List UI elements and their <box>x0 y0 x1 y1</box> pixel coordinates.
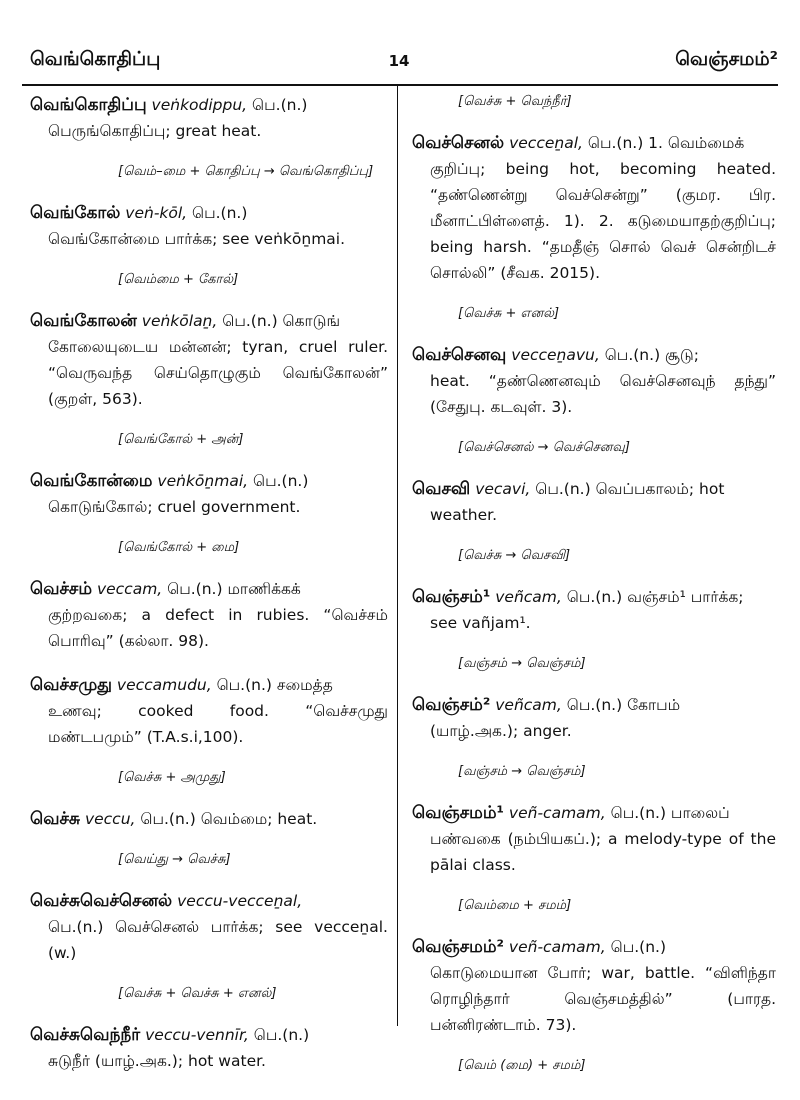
entry-transliteration: veccam, <box>96 580 163 598</box>
entry-headword: வெசவி <box>412 479 471 499</box>
entry-first-line <box>412 476 776 502</box>
entry-definition: heat. “தண்ணெனவும் வெச்செனவுந் தந்து” (சேதுபு. கடவுள். 3). <box>430 372 776 416</box>
etymology-note: [வெய்து → வெச்சு] <box>118 852 231 867</box>
etymology-note: [வெம்மை + சமம்] <box>458 898 572 913</box>
entry-transliteration: veṅ-kōl, <box>125 204 188 222</box>
entry-pos: பெ.(n.) 1. வெம்மைக் <box>582 134 745 152</box>
dictionary-entry <box>412 476 776 528</box>
entry-pos: பெ.(n.) <box>247 96 308 114</box>
etymology-note: [வெம்மை + கோல்] <box>118 272 239 287</box>
etymology-note: [வெச்சு + அமுது] <box>118 770 226 785</box>
entry-first-line <box>30 308 388 334</box>
entry-pos: பெ.(n.) வெப்பகாலம்; hot <box>530 480 725 498</box>
entry-transliteration: veñ-camam, <box>508 804 606 822</box>
entry-transliteration: veñ-camam, <box>508 938 606 956</box>
entry-first-line <box>30 672 388 698</box>
entry-pos: பெ.(n.) <box>248 472 309 490</box>
etymology-note: [வெச்சு + வெச்சு + எனல்] <box>118 986 277 1001</box>
entry-first-line <box>30 888 388 914</box>
entry-pos: பெ.(n.) மாணிக்கக் <box>162 580 301 598</box>
entry-definition: உணவு; cooked food. “வெச்சமுது மண்டபமும்” (T.A.s.i,100). <box>48 702 388 746</box>
entry-definition: கொடுங்கோல்; cruel government. <box>48 498 301 516</box>
entry-headword: வெங்கோலன் <box>30 311 137 331</box>
entry-definition: பெ.(n.) வெச்செனல் பார்க்க; see vecceṉal. (w.) <box>48 918 388 962</box>
dictionary-entry <box>30 1022 388 1074</box>
dictionary-entry <box>30 200 388 252</box>
entry-headword: வெஞ்சம்¹ <box>412 587 491 607</box>
entry-definition: வெங்கோன்மை பார்க்க; see veṅkōṉmai. <box>48 230 346 248</box>
etymology-note: [வெச்சு + வெந்நீர்] <box>458 94 572 109</box>
entry-pos: பெ.(n.) <box>187 204 248 222</box>
entry-pos: பெ.(n.) சமைத்த <box>211 676 333 694</box>
entry-headword: வெச்செனல் <box>412 133 505 153</box>
entry-definition: see vañjam¹. <box>430 614 531 632</box>
dictionary-entry <box>412 584 776 636</box>
entry-first-line <box>412 934 776 960</box>
etymology-note: [வஞ்சம் → வெஞ்சம்] <box>458 764 586 779</box>
entry-definition: கொடுமையான போர்; war, battle. “விளிந்தா ரொழிந்தார் வெஞ்சமத்தில்” (பாரத. பன்னிரண்டாம். 73). <box>430 964 776 1034</box>
entry-first-line <box>30 576 388 602</box>
dictionary-entry <box>30 806 388 832</box>
entry-transliteration: veṅkōlaṉ, <box>141 312 218 330</box>
entry-pos: பெ.(n.) <box>605 938 667 956</box>
entry-first-line <box>412 584 776 610</box>
entry-pos: பெ.(n.) சூடு; <box>599 346 699 364</box>
entry-definition: (யாழ்.அக.); anger. <box>430 722 572 740</box>
entry-transliteration: veñcam, <box>495 588 562 606</box>
dictionary-entry <box>30 308 388 412</box>
entry-definition: சுடுநீர் (யாழ்.அக.); hot water. <box>48 1052 266 1070</box>
entry-first-line <box>30 468 388 494</box>
entry-transliteration: veñcam, <box>495 696 562 714</box>
entry-first-line <box>30 1022 388 1048</box>
entry-pos: பெ.(n.) <box>248 1026 310 1044</box>
entry-transliteration: vecceṉal, <box>509 134 583 152</box>
entry-first-line <box>30 200 388 226</box>
entry-headword: வெச்சம் <box>30 579 93 599</box>
etymology-note: [வெம் (மை) + சமம்] <box>458 1058 586 1073</box>
dictionary-entry <box>30 468 388 520</box>
etymology-note: [வெங்கோல் + அன்] <box>118 432 244 447</box>
entry-transliteration: vecavi, <box>475 480 531 498</box>
entry-first-line <box>412 342 776 368</box>
guide-word-right: வெஞ்சமம்² <box>675 48 778 70</box>
entry-transliteration: veccu, <box>84 810 136 828</box>
entry-headword: வெஞ்சமம்² <box>412 937 504 957</box>
entry-pos: பெ.(n.) பாலைப் <box>605 804 730 822</box>
entry-transliteration: veccu-vennīr, <box>145 1026 249 1044</box>
entry-definition: பெருங்கொதிப்பு; great heat. <box>48 122 262 140</box>
entry-transliteration: veccamudu, <box>116 676 212 694</box>
dictionary-entry <box>30 92 388 144</box>
entry-headword: வெச்சுவெச்செனல் <box>30 891 173 911</box>
entry-pos: பெ.(n.) கொடுங் <box>217 312 341 330</box>
right-column <box>412 92 776 1094</box>
entry-definition: குற்றவகை; a defect in rubies. “வெச்சம் பொரிவு” (கல்லா. 98). <box>48 606 388 650</box>
entry-definition: weather. <box>430 506 498 524</box>
entry-pos: பெ.(n.) வெம்மை; heat. <box>135 810 318 828</box>
etymology-note: [வெம்–மை + கொதிப்பு → வெங்கொதிப்பு] <box>118 164 374 179</box>
entry-headword: வெங்கோல் <box>30 203 121 223</box>
etymology-note: [வெங்கோல் + மை] <box>118 540 240 555</box>
entry-headword: வெஞ்சம்² <box>412 695 491 715</box>
entry-definition: குறிப்பு; being hot, becoming heated. “தண்ணென்று வெச்சென்று” (குமர. பிர. மீனாட்பிள்ளைத். 1). 2. கடுமையாதற்குறிப்பு; being harsh. “தமதீஞ் சொல் வெச் சென்றிடச் சொல்லி” (சீவக. 2015). <box>430 160 776 282</box>
entry-transliteration: veccu-vecceṉal, <box>177 892 303 910</box>
entry-definition: பண்வகை (நம்பியகப்.); a melody-type of the pālai class. <box>430 830 776 874</box>
entry-first-line <box>30 806 388 832</box>
dictionary-entry <box>412 342 776 420</box>
etymology-note: [வஞ்சம் → வெஞ்சம்] <box>458 656 586 671</box>
etymology-note: [வெச்செனல் → வெச்செனவு] <box>458 440 630 455</box>
dictionary-entry <box>30 888 388 966</box>
dictionary-entry <box>30 672 388 750</box>
entry-definition: கோலையுடைய மன்னன்; tyran, cruel ruler. “வெருவந்த செய்தொழுகும் வெங்கோலன்” (குறள், 563). <box>48 338 388 408</box>
guide-word-left: வெங்கொதிப்பு <box>30 48 161 70</box>
etymology-note: [வெச்சு + எனல்] <box>458 306 560 321</box>
dictionary-entry <box>412 692 776 744</box>
entry-headword: வெங்கோன்மை <box>30 471 153 491</box>
entry-transliteration: veṅkodippu, <box>151 96 248 114</box>
header-rule <box>22 84 778 86</box>
page-header <box>20 48 778 82</box>
entry-headword: வெச்சமுது <box>30 675 112 695</box>
entry-first-line <box>412 692 776 718</box>
dictionary-entry <box>412 800 776 878</box>
entry-transliteration: vecceṉavu, <box>511 346 600 364</box>
entry-first-line <box>412 130 776 156</box>
entry-first-line <box>412 800 776 826</box>
etymology-note: [வெச்சு → வெசவி] <box>458 548 571 563</box>
dictionary-entry <box>30 576 388 654</box>
entry-pos: பெ.(n.) வஞ்சம்¹ பார்க்க; <box>561 588 744 606</box>
column-divider <box>397 86 398 1026</box>
entry-pos: பெ.(n.) கோபம் <box>561 696 681 714</box>
entry-headword: வெஞ்சமம்¹ <box>412 803 504 823</box>
entry-headword: வெங்கொதிப்பு <box>30 95 147 115</box>
entry-headword: வெச்சுவெந்நீர் <box>30 1025 141 1045</box>
entry-headword: வெச்செனவு <box>412 345 507 365</box>
left-column <box>30 92 388 1092</box>
entry-first-line <box>30 92 388 118</box>
page-number: 14 <box>388 52 410 70</box>
dictionary-entry <box>412 934 776 1038</box>
dictionary-entry <box>412 130 776 286</box>
entry-headword: வெச்சு <box>30 809 81 829</box>
entry-transliteration: veṅkōṉmai, <box>157 472 249 490</box>
